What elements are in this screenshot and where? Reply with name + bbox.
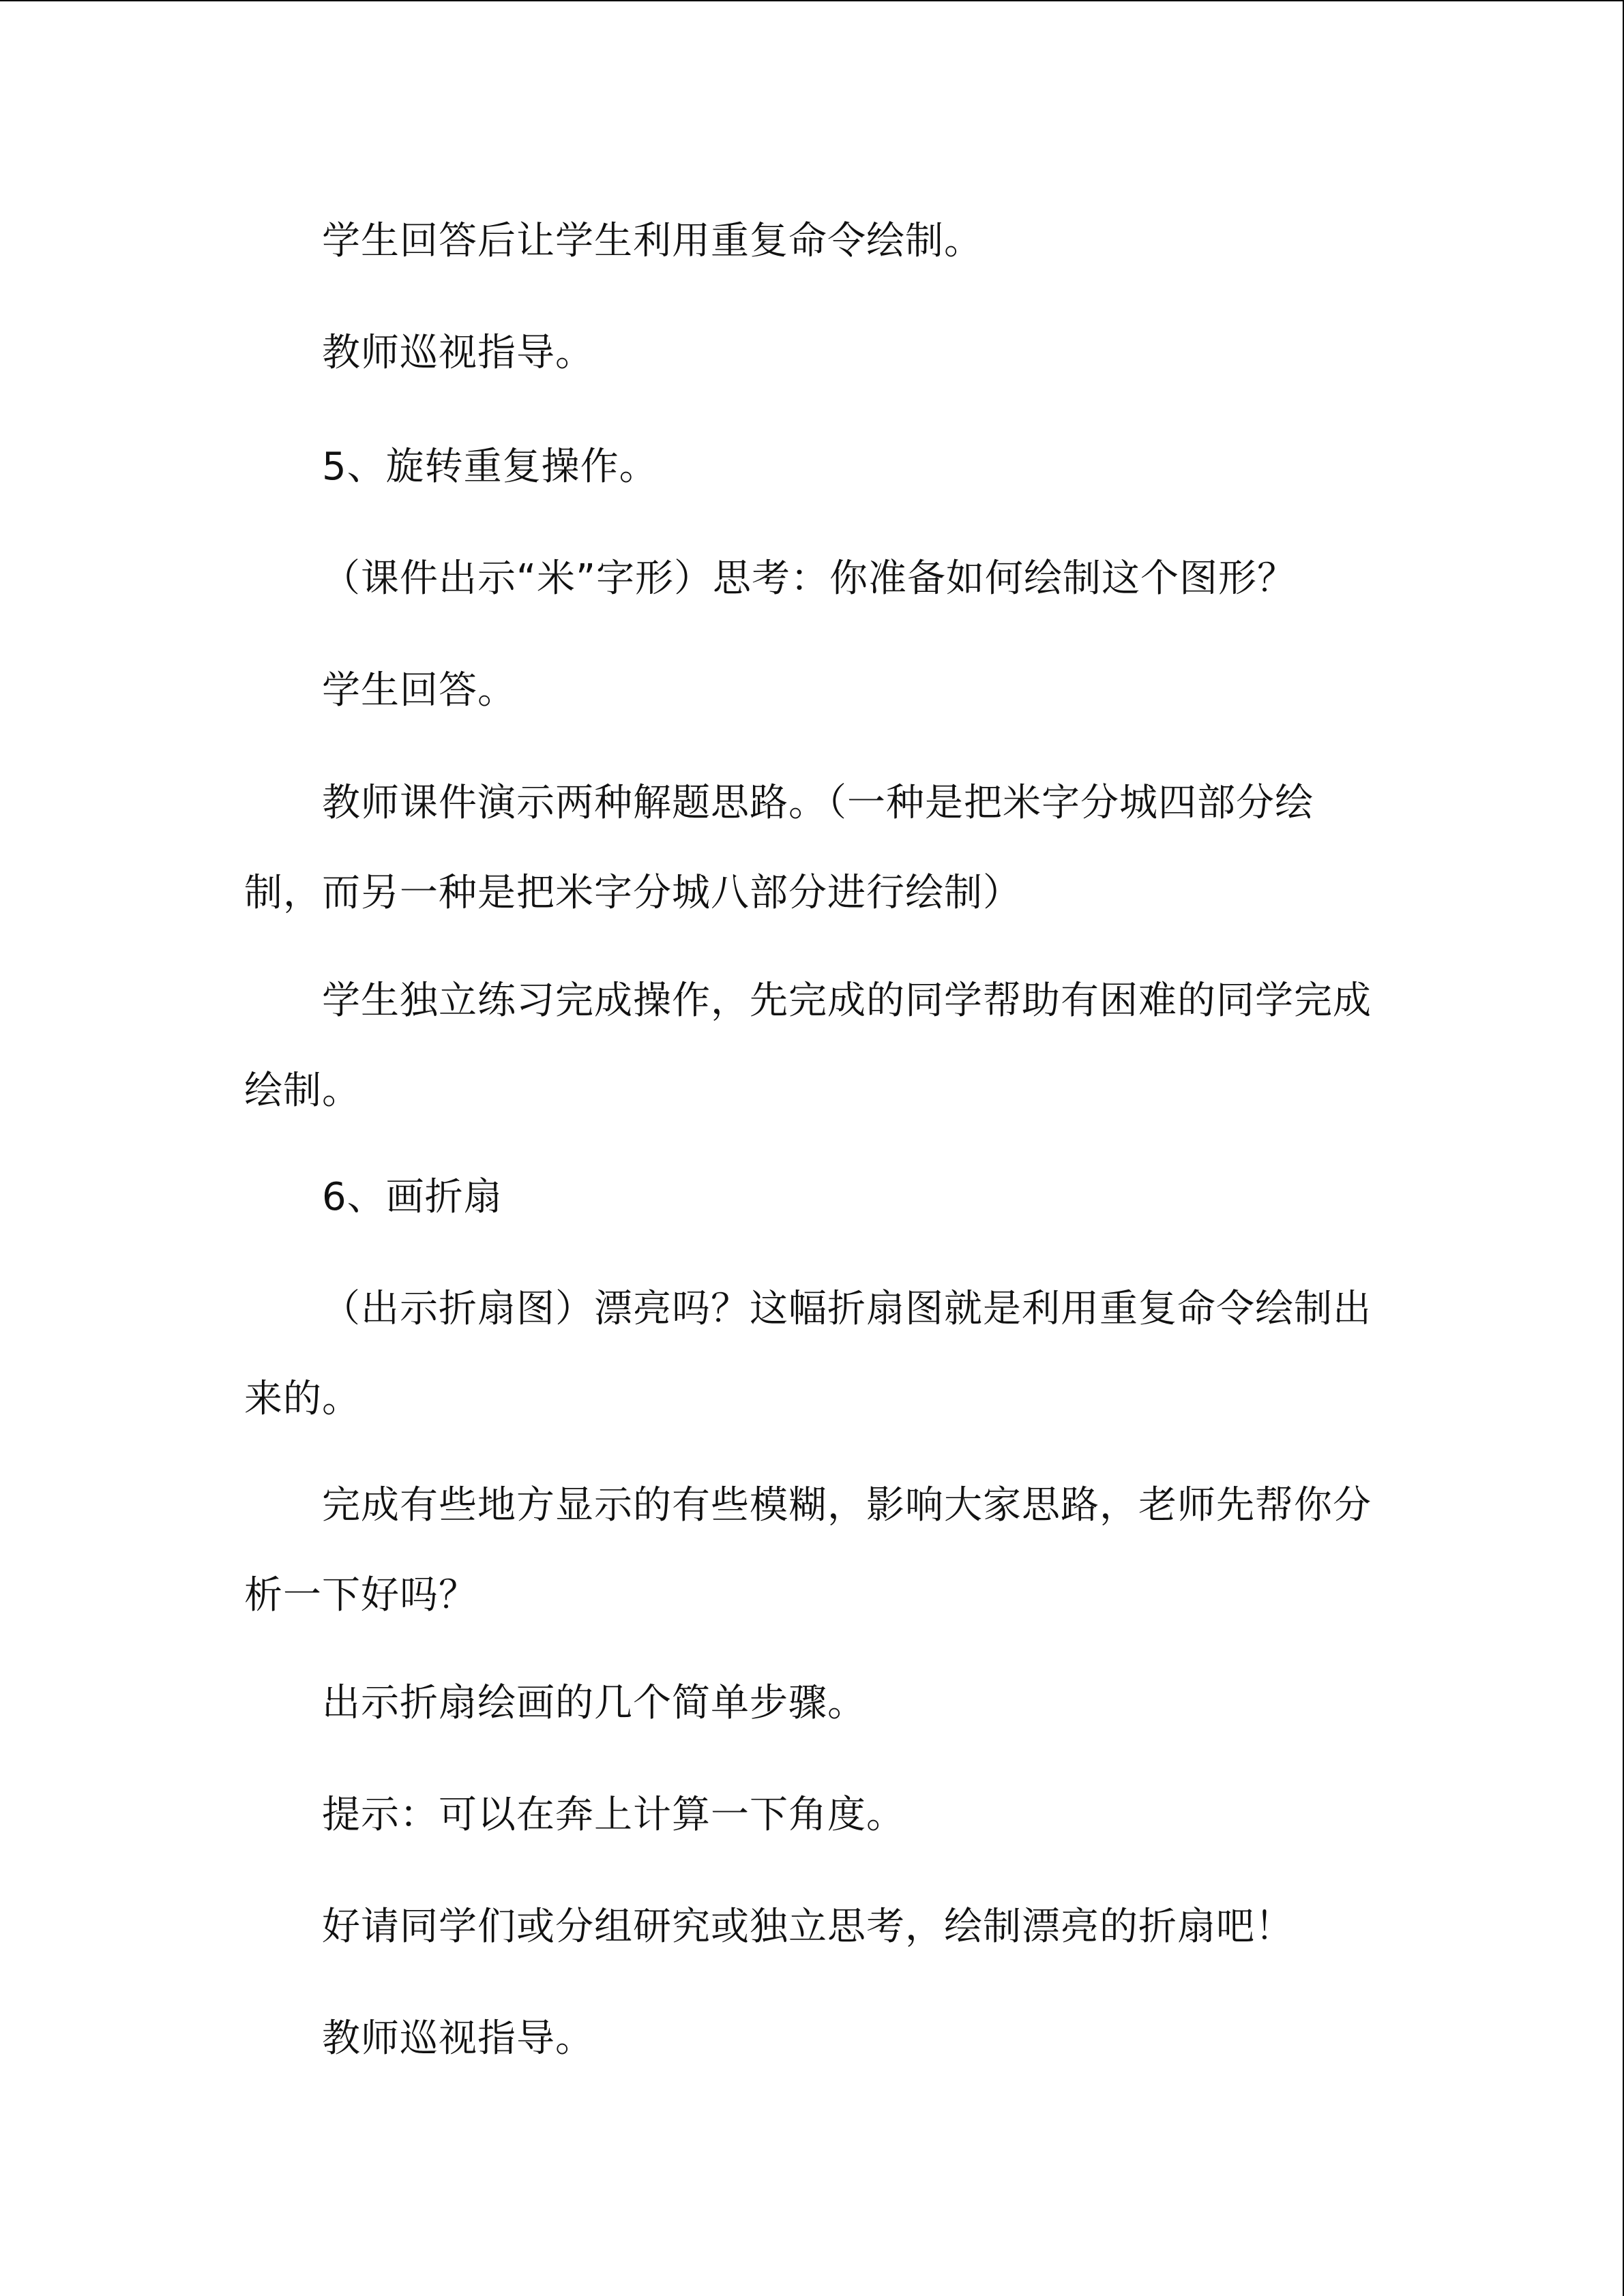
paragraph-5: 学生回答。: [322, 668, 516, 713]
paragraph-12: 提示：可以在奔上计算一下角度。: [322, 1793, 905, 1837]
paragraph-6: 教师课件演示两种解题思路。（一种是把米字分城四部分绘制，而另一种是把米字分城八部分进行绘制）: [244, 781, 1314, 915]
paragraph-7: 学生独立练习完成操作，先完成的同学帮助有困难的同学完成绘制。: [244, 979, 1372, 1113]
paragraph-2: 教师巡视指导。: [322, 331, 594, 375]
paragraph-14: 教师巡视指导。: [322, 2016, 594, 2061]
paragraph-3: 5、旋转重复操作。: [322, 445, 658, 489]
paragraph-10: 完成有些地方显示的有些模糊，影响大家思路，老师先帮你分析一下好吗？: [244, 1483, 1372, 1617]
paragraph-11: 出示折扇绘画的几个简单步骤。: [322, 1681, 866, 1725]
paragraph-1: 学生回答后让学生利用重复命令绘制。: [322, 219, 983, 263]
paragraph-13: 好请同学们或分组研究或独立思考，绘制漂亮的折扇吧！: [322, 1905, 1294, 1949]
paragraph-8: 6、画折扇: [322, 1175, 503, 1219]
paragraph-9: （出示折扇图）漂亮吗？这幅折扇图就是利用重复命令绘制出来的。: [244, 1287, 1372, 1421]
paragraph-4: （课件出示“米”字形）思考：你准备如何绘制这个图形？: [322, 556, 1297, 601]
